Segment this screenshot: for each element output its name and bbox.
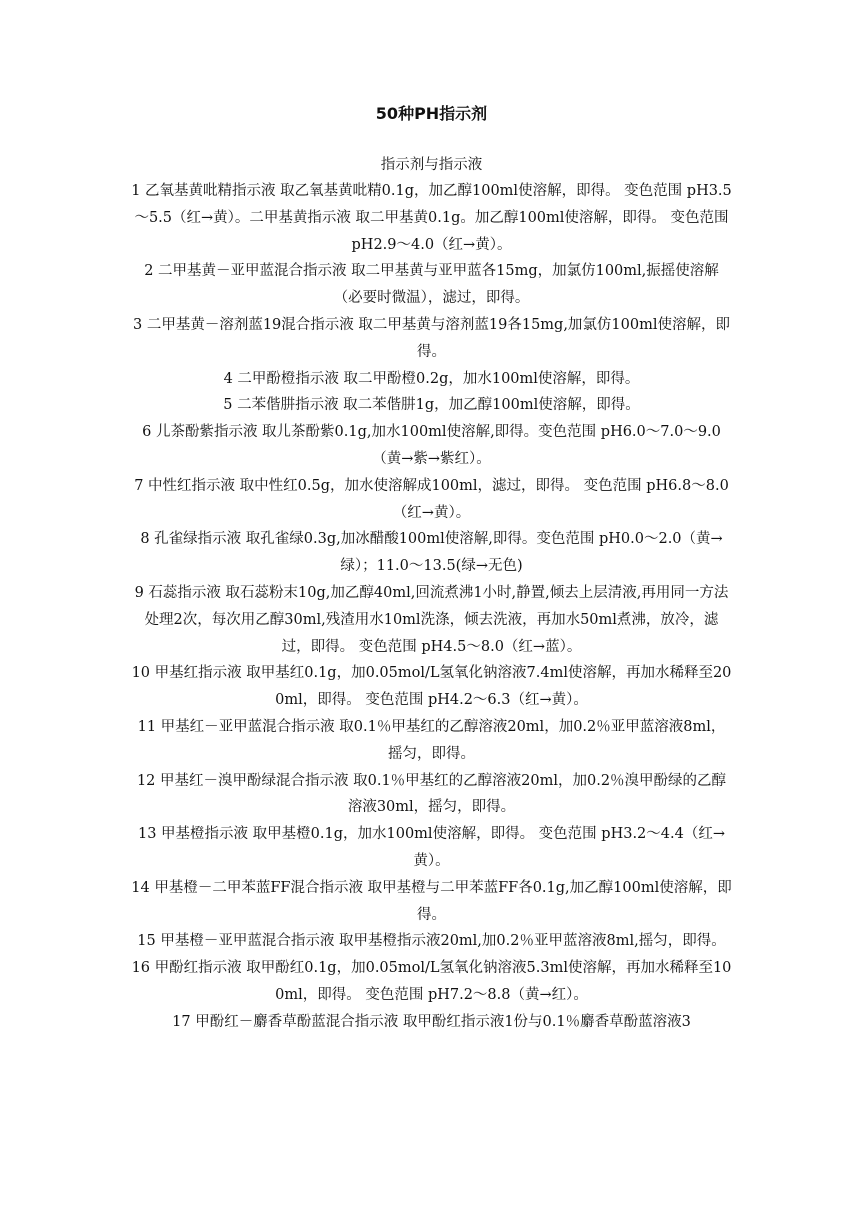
indicator-entry: 8 孔雀绿指示液 取孔雀绿0.3g,加冰醋酸100ml使溶解,即得。变色范围 pH0.0～2.0（黄→绿）；11.0～13.5(绿→无色) [140,531,723,575]
indicator-entry: 5 二苯偕肼指示液 取二苯偕肼1g，加乙醇100ml使溶解，即得。 [223,397,640,414]
indicator-entry: 7 中性红指示液 取中性红0.5g，加水使溶解成100ml，滤过，即得。 变色范围 pH6.8～8.0（红→黄）。 [134,477,729,521]
indicator-entry: 17 甲酚红－麝香草酚蓝混合指示液 取甲酚红指示液1份与0.1％麝香草酚蓝溶液3 [172,1013,691,1030]
document-title: 50种PH指示剂 [375,104,488,123]
indicator-list [131,178,732,1036]
indicator-entry: 11 甲基红－亚甲蓝混合指示液 取0.1％甲基红的乙醇溶液20ml，加0.2％亚甲蓝溶液8ml，摇匀，即得。 [137,718,726,762]
indicator-entry: 12 甲基红－溴甲酚绿混合指示液 取0.1％甲基红的乙醇溶液20ml，加0.2％溴甲酚绿的乙醇溶液30ml，摇匀，即得。 [136,772,727,816]
section-subtitle: 指示剂与指示液 [380,157,483,173]
indicator-entry: 9 石蕊指示液 取石蕊粉末10g,加乙醇40ml,回流煮沸1小时,静置,倾去上层清液,再用同一方法处理2次，每次用乙醇30ml,残渣用水10ml洗涤，倾去洗液，再加水50ml煮沸，放冷，滤过，即得。 变色范围 pH4.5～8.0（红→蓝）。 [134,584,729,655]
indicator-entry: 15 甲基橙－亚甲蓝混合指示液 取甲基橙指示液20ml,加0.2％亚甲蓝溶液8ml,摇匀，即得。 [137,933,726,950]
indicator-entry: 2 二甲基黄－亚甲蓝混合指示液 取二甲基黄与亚甲蓝各15mg，加氯仿100ml,振摇使溶解（必要时微温），滤过，即得。 [144,263,719,307]
indicator-entry: 14 甲基橙－二甲苯蓝FF混合指示液 取甲基橙与二甲苯蓝FF各0.1g,加乙醇100ml使溶解，即得。 [131,879,732,923]
indicator-entry: 10 甲基红指示液 取甲基红0.1g，加0.05mol/L氢氧化钠溶液7.4ml使溶解，再加水稀释至200ml，即得。 变色范围 pH4.2～6.3（红→黄）。 [131,665,732,709]
indicator-entry: 4 二甲酚橙指示液 取二甲酚橙0.2g，加水100ml使溶解，即得。 [223,370,640,387]
indicator-entry: 13 甲基橙指示液 取甲基橙0.1g，加水100ml使溶解，即得。 变色范围 pH3.2～4.4（红→黄）。 [138,826,725,869]
indicator-entry: 16 甲酚红指示液 取甲酚红0.1g，加0.05mol/L氢氧化钠溶液5.3ml使溶解，再加水稀释至100ml，即得。 变色范围 pH7.2～8.8（黄→红）。 [131,960,732,1003]
indicator-entry: 6 儿茶酚紫指示液 取儿茶酚紫0.1g,加水100ml使溶解,即得。变色范围 pH6.0～7.0～9.0（黄→紫→紫红）。 [142,424,721,467]
indicator-entry: 1 乙氧基黄吡精指示液 取乙氧基黄吡精0.1g，加乙醇100ml使溶解，即得。 变色范围 pH3.5～5.5（红→黄）。二甲基黄指示液 取二甲基黄0.1g。加乙醇100ml使溶解，即得。 变色范围 pH2.9～4.0（红→黄）。 [131,183,732,253]
indicator-entry: 3 二甲基黄－溶剂蓝19混合指示液 取二甲基黄与溶剂蓝19各15mg,加氯仿100ml使溶解，即得。 [133,316,730,360]
